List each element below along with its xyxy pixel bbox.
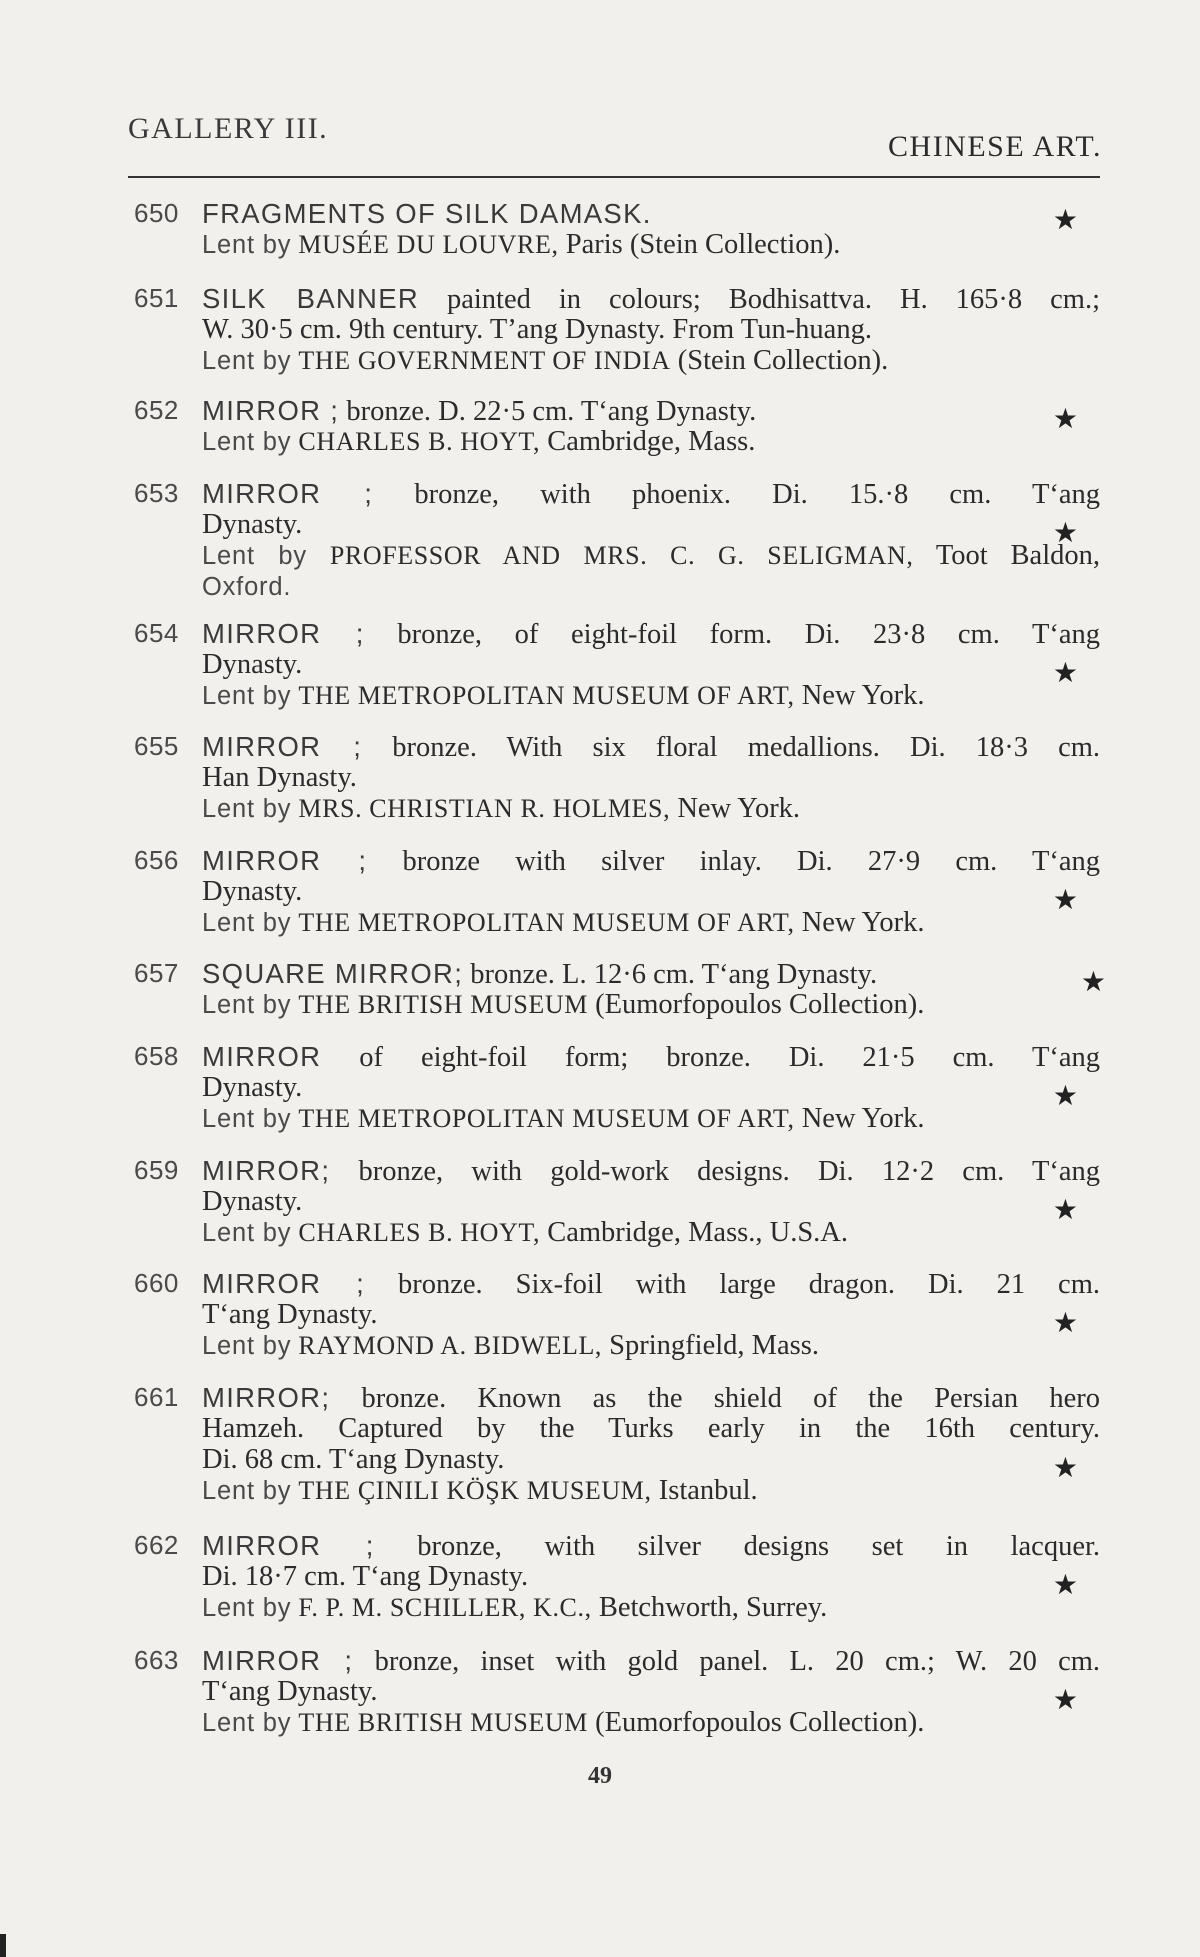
star-icon: ★ — [1052, 516, 1078, 549]
lender-line — [202, 229, 1100, 260]
lender-name: THE GOVERNMENT OF INDIA — [298, 346, 671, 375]
entry-first-line — [202, 395, 1100, 426]
catalogue-entry-658 — [134, 1041, 1100, 1134]
entry-title: MIRROR ; — [202, 845, 368, 876]
entry-title: MIRROR ; — [202, 1530, 375, 1561]
lender-prefix: Lent by — [202, 1332, 292, 1360]
lender-line — [202, 1475, 1100, 1506]
lender-prefix: Lent by — [202, 1477, 292, 1505]
entry-body — [202, 1268, 1100, 1361]
lender-place: Istanbul. — [658, 1475, 758, 1506]
lender-place: Springfield, Mass. — [609, 1330, 819, 1361]
lender-place: New York. — [677, 793, 801, 824]
lender-prefix: Lent by — [202, 795, 292, 823]
entry-description-line — [202, 1444, 1100, 1475]
entry-number: 661 — [134, 1382, 179, 1412]
lender-place: (Stein Collection). — [677, 345, 889, 376]
lender-prefix: Lent by — [202, 231, 292, 259]
lender-prefix: Lent by — [202, 991, 292, 1019]
lender-line — [202, 1592, 1100, 1623]
entry-first-line — [202, 478, 1100, 509]
entry-title: MIRROR ; — [202, 731, 363, 762]
entry-number: 656 — [134, 845, 179, 875]
catalogue-entry-652 — [134, 395, 1100, 457]
lender-prefix: Lent by — [202, 1594, 292, 1622]
lender-prefix: Lent by — [202, 682, 292, 710]
entry-title: FRAGMENTS OF SILK DAMASK. — [202, 198, 652, 229]
entry-first-line — [202, 1530, 1100, 1561]
lender-line-continued — [202, 571, 1100, 602]
entry-body — [202, 731, 1100, 824]
lender-line — [202, 426, 1100, 457]
entry-title: SQUARE MIRROR; — [202, 958, 464, 989]
entry-number: 652 — [134, 395, 179, 425]
lender-prefix: Lent by — [202, 428, 292, 456]
entry-description: bronze. With six floral medallions. Di. 18·3 cm. — [392, 732, 1100, 762]
entry-title: MIRROR; — [202, 1382, 331, 1413]
entry-description-line — [202, 762, 1100, 793]
entry-title: MIRROR ; — [202, 618, 365, 649]
entry-first-line — [202, 731, 1100, 762]
star-icon: ★ — [1052, 656, 1078, 689]
entry-description-line — [202, 649, 1100, 680]
star-icon: ★ — [1052, 883, 1078, 916]
entry-body — [202, 478, 1100, 602]
entry-description-text: T‘ang Dynasty. — [202, 1676, 378, 1707]
entry-description: bronze. L. 12·6 cm. T‘ang Dynasty. — [470, 959, 878, 990]
lender-place: Betchworth, Surrey. — [598, 1592, 828, 1623]
catalogue-entry-657 — [134, 958, 1106, 1020]
entry-first-line — [202, 1382, 1100, 1413]
entry-first-line — [202, 283, 1100, 314]
lender-prefix: Lent by — [202, 1105, 292, 1133]
lender-name: MRS. CHRISTIAN R. HOLMES, — [298, 794, 671, 823]
entry-description-text: Dynasty. — [202, 1072, 303, 1103]
lender-prefix: Lent by — [202, 347, 292, 375]
entry-number: 650 — [134, 198, 179, 228]
lender-prefix: Lent by — [202, 909, 292, 937]
entry-description-line — [202, 1299, 1100, 1330]
catalogue-entry-660 — [134, 1268, 1100, 1361]
lender-name: THE METROPOLITAN MUSEUM OF ART, — [298, 681, 795, 710]
entry-description-line — [202, 1413, 1100, 1444]
entry-first-line — [202, 958, 1100, 989]
star-icon: ★ — [1052, 1306, 1078, 1339]
running-head-section: CHINESE ART. — [888, 130, 1102, 163]
entry-description: bronze, inset with gold panel. L. 20 cm.; W. 20 cm. — [374, 1646, 1100, 1676]
entry-description-text: Dynasty. — [202, 509, 303, 540]
lender-place: New York. — [801, 907, 925, 938]
star-icon: ★ — [1052, 203, 1078, 236]
catalogue-entry-656 — [134, 845, 1100, 938]
entry-body — [202, 283, 1100, 376]
entry-number: 651 — [134, 283, 179, 313]
entry-number: 663 — [134, 1645, 179, 1675]
lender-name: MUSÉE DU LOUVRE, — [298, 230, 559, 259]
entry-description-text: Han Dynasty. — [202, 762, 357, 793]
lender-line — [202, 907, 1100, 938]
entry-description-text: T‘ang Dynasty. — [202, 1299, 378, 1330]
star-icon: ★ — [1052, 1683, 1078, 1716]
entry-description: bronze, with gold-work designs. Di. 12·2 cm. T‘ang — [358, 1156, 1100, 1186]
star-icon: ★ — [1052, 1193, 1078, 1226]
lender-line — [202, 345, 1100, 376]
entry-title: MIRROR — [202, 1041, 322, 1072]
lender-line — [202, 540, 1100, 571]
entry-body — [202, 1530, 1100, 1623]
lender-name: PROFESSOR AND MRS. C. G. SELIGMAN, — [329, 541, 914, 570]
entry-description: bronze. D. 22·5 cm. T‘ang Dynasty. — [346, 396, 757, 427]
entry-first-line — [202, 618, 1100, 649]
entry-description-line — [202, 1186, 1100, 1217]
catalogue-entry-654 — [134, 618, 1100, 711]
lender-name: F. P. M. SCHILLER, K.C., — [298, 1593, 592, 1622]
entry-description-text: Di. 68 cm. T‘ang Dynasty. — [202, 1444, 505, 1475]
catalogue-entry-655 — [134, 731, 1100, 824]
star-icon: ★ — [1052, 1079, 1078, 1112]
entry-number: 657 — [134, 958, 179, 988]
entry-description-line — [202, 1676, 1100, 1707]
lender-name: THE METROPOLITAN MUSEUM OF ART, — [298, 1104, 795, 1133]
catalogue-entry-663 — [134, 1645, 1100, 1738]
lender-place: (Eumorfopoulos Collection). — [595, 1707, 925, 1738]
entry-description-line — [202, 1561, 1100, 1592]
edge-mark — [0, 1934, 6, 1957]
entry-number: 654 — [134, 618, 179, 648]
lender-place: Paris (Stein Collection). — [565, 229, 841, 260]
entry-body — [202, 1155, 1100, 1248]
lender-line — [202, 1330, 1100, 1361]
lender-place: New York. — [801, 680, 925, 711]
entry-title: MIRROR ; — [202, 478, 374, 509]
lender-line — [202, 680, 1100, 711]
catalogue-entry-650 — [134, 198, 1100, 260]
entry-description-line — [202, 876, 1100, 907]
lender-name: THE ÇINILI KÖŞK MUSEUM, — [298, 1476, 652, 1505]
entry-description-line — [202, 1072, 1100, 1103]
catalogue-entry-651 — [134, 283, 1100, 376]
lender-line — [202, 1707, 1100, 1738]
lender-place: New York. — [801, 1103, 925, 1134]
entry-number: 653 — [134, 478, 179, 508]
lender-name: THE METROPOLITAN MUSEUM OF ART, — [298, 908, 795, 937]
entry-description-text: Hamzeh. Captured by the Turks early in the 16th century. — [202, 1413, 1100, 1444]
entry-number: 655 — [134, 731, 179, 761]
catalogue-entry-661 — [134, 1382, 1100, 1506]
entry-first-line — [202, 1155, 1100, 1186]
lender-line — [202, 793, 1100, 824]
lender-name: CHARLES B. HOYT, — [298, 1218, 541, 1247]
entry-description: painted in colours; Bodhisattva. H. 165·8 cm.; — [446, 284, 1100, 314]
entry-title: SILK BANNER — [202, 283, 420, 314]
entry-body — [202, 198, 1100, 260]
star-icon: ★ — [1080, 965, 1106, 998]
entry-description: bronze, of eight-foil form. Di. 23·8 cm. T‘ang — [397, 619, 1100, 649]
star-icon: ★ — [1052, 1451, 1078, 1484]
entry-title: MIRROR ; — [202, 395, 340, 426]
lender-place-continued: Oxford. — [202, 573, 292, 601]
lender-name: CHARLES B. HOYT, — [298, 427, 541, 456]
entry-description-text: Dynasty. — [202, 1186, 303, 1217]
lender-name: THE BRITISH MUSEUM — [298, 990, 588, 1019]
lender-name: THE BRITISH MUSEUM — [298, 1708, 588, 1737]
entry-body — [202, 845, 1100, 938]
entry-number: 659 — [134, 1155, 179, 1185]
lender-place: Toot Baldon, — [935, 540, 1100, 571]
lender-line — [202, 989, 1100, 1020]
entry-body — [202, 618, 1100, 711]
page-number: 49 — [588, 1763, 612, 1789]
entry-title: MIRROR; — [202, 1155, 331, 1186]
lender-line — [202, 1103, 1100, 1134]
lender-name: RAYMOND A. BIDWELL, — [298, 1331, 603, 1360]
entry-first-line — [202, 1041, 1100, 1072]
entry-description-text: Di. 18·7 cm. T‘ang Dynasty. — [202, 1561, 529, 1592]
catalogue-entry-659 — [134, 1155, 1100, 1248]
entry-first-line — [202, 845, 1100, 876]
entry-description-line — [202, 509, 1100, 540]
entry-title: MIRROR ; — [202, 1268, 366, 1299]
entry-number: 658 — [134, 1041, 179, 1071]
entry-description-line — [202, 314, 1100, 345]
lender-prefix: Lent by — [202, 542, 307, 570]
entry-description: bronze. Known as the shield of the Persian hero — [361, 1383, 1100, 1413]
entry-first-line — [202, 1645, 1100, 1676]
header-rule — [128, 176, 1100, 178]
entry-description-text: Dynasty. — [202, 649, 303, 680]
entry-body — [202, 395, 1100, 457]
running-head-gallery: GALLERY III. — [128, 112, 329, 145]
star-icon: ★ — [1052, 1568, 1078, 1601]
entry-description: bronze with silver inlay. Di. 27·9 cm. T‘ang — [402, 846, 1100, 876]
entry-body — [202, 1645, 1100, 1738]
lender-place: (Eumorfopoulos Collection). — [595, 989, 925, 1020]
entry-description: of eight-foil form; bronze. Di. 21·5 cm. T‘ang — [359, 1042, 1100, 1072]
entry-description: bronze. Six-foil with large dragon. Di. 21 cm. — [398, 1269, 1100, 1299]
entry-title: MIRROR ; — [202, 1645, 354, 1676]
entry-number: 662 — [134, 1530, 179, 1560]
lender-prefix: Lent by — [202, 1709, 292, 1737]
lender-line — [202, 1217, 1100, 1248]
lender-place: Cambridge, Mass. — [547, 426, 756, 457]
catalogue-entry-653 — [134, 478, 1100, 602]
entry-description-text: Dynasty. — [202, 876, 303, 907]
entry-description-text: W. 30·5 cm. 9th century. T’ang Dynasty. From Tun-huang. — [202, 314, 872, 345]
entry-body — [202, 958, 1100, 1020]
entry-number: 660 — [134, 1268, 179, 1298]
entry-body — [202, 1382, 1100, 1506]
star-icon: ★ — [1052, 402, 1078, 435]
entry-description: bronze, with silver designs set in lacquer. — [417, 1531, 1100, 1561]
entry-first-line — [202, 1268, 1100, 1299]
entry-body — [202, 1041, 1100, 1134]
entry-first-line — [202, 198, 1100, 229]
entry-description: bronze, with phoenix. Di. 15.·8 cm. T‘ang — [414, 479, 1100, 509]
catalogue-entry-662 — [134, 1530, 1100, 1623]
lender-prefix: Lent by — [202, 1219, 292, 1247]
lender-place: Cambridge, Mass., U.S.A. — [547, 1217, 849, 1248]
